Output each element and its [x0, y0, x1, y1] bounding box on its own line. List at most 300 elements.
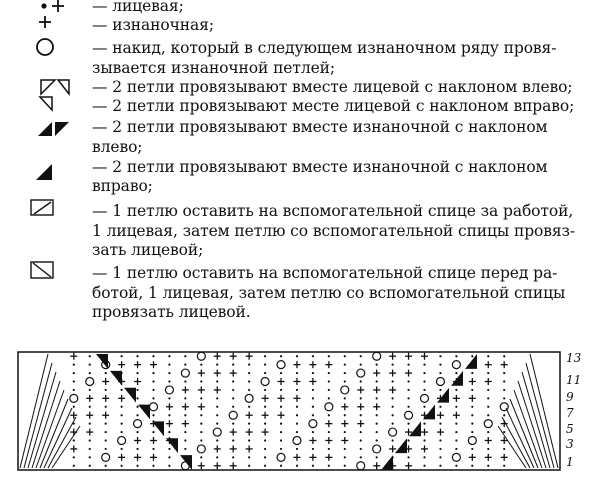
dot-mark [423, 456, 425, 458]
dot-mark [328, 431, 330, 433]
dot-mark [296, 431, 298, 433]
dot-mark [407, 389, 409, 391]
dot-mark [216, 439, 218, 441]
dot-mark [73, 380, 75, 382]
dot-mark [248, 364, 250, 366]
dot-mark [232, 364, 234, 366]
dot-mark [152, 380, 154, 382]
dot-mark [376, 397, 378, 399]
yarnover-mark [389, 428, 397, 436]
dot-mark [280, 372, 282, 374]
dot-mark [423, 389, 425, 391]
dot-mark [216, 380, 218, 382]
dot-mark [73, 456, 75, 458]
dot-mark [471, 406, 473, 408]
dot-mark [232, 439, 234, 441]
yarnover-mark [118, 437, 126, 445]
legend-k2tog-right-text: — 2 петли провязывают месте лицевой с наклоном вправо; [92, 97, 575, 115]
yarnover-mark [500, 403, 508, 411]
dot-mark [487, 406, 489, 408]
dot-mark [184, 364, 186, 366]
dot-mark [455, 372, 457, 374]
dot-mark [392, 406, 394, 408]
dot-mark [216, 406, 218, 408]
dot-mark [312, 406, 314, 408]
dot-mark [455, 389, 457, 391]
dot-mark [264, 439, 266, 441]
dot-mark [471, 389, 473, 391]
dot-mark [487, 355, 489, 357]
dot-mark [216, 364, 218, 366]
yarnover-mark [373, 445, 381, 453]
dot-mark [280, 465, 282, 467]
dot-mark [296, 414, 298, 416]
yarnover-mark [229, 411, 237, 419]
dot-mark [73, 423, 75, 425]
dot-mark [184, 380, 186, 382]
dot-mark [105, 355, 107, 357]
dot-mark [73, 439, 75, 441]
dot-mark [455, 355, 457, 357]
dot-mark [312, 389, 314, 391]
dot-mark [312, 431, 314, 433]
dot-mark [376, 456, 378, 458]
dot-mark [248, 406, 250, 408]
dot-mark [168, 380, 170, 382]
dot-mark [232, 456, 234, 458]
dot-mark [503, 389, 505, 391]
dot-mark [105, 439, 107, 441]
dot-mark [136, 397, 138, 399]
yarnover-mark [70, 394, 78, 402]
dot-mark [264, 465, 266, 467]
dot-mark [136, 355, 138, 357]
dot-mark [328, 389, 330, 391]
dot-mark [200, 364, 202, 366]
dot-mark [264, 406, 266, 408]
dot-mark [121, 465, 123, 467]
dot-mark [152, 465, 154, 467]
dot-mark [423, 423, 425, 425]
row-label-11: 11 [566, 373, 582, 387]
dot-mark [73, 406, 75, 408]
dot-mark [503, 431, 505, 433]
dot-mark [423, 380, 425, 382]
dot-mark [200, 423, 202, 425]
yarnover-mark [436, 378, 444, 386]
dot-mark [280, 355, 282, 357]
dot-mark [248, 465, 250, 467]
dot-mark [344, 380, 346, 382]
dot-mark [184, 355, 186, 357]
yarnover-mark [245, 394, 253, 402]
yarnover-mark [181, 369, 189, 377]
dot-mark [407, 423, 409, 425]
dot-mark [280, 431, 282, 433]
dot-mark [280, 389, 282, 391]
yarnover-mark [452, 453, 460, 461]
dot-mark [105, 389, 107, 391]
row-label-5: 5 [566, 422, 574, 436]
yarnover-mark [293, 437, 301, 445]
dot-mark [121, 355, 123, 357]
dot-mark [280, 439, 282, 441]
dot-mark [184, 414, 186, 416]
dot-mark [392, 364, 394, 366]
dot-mark [73, 465, 75, 467]
chart-cells [18, 352, 560, 470]
dot-mark [296, 448, 298, 450]
dot-mark [392, 380, 394, 382]
dot-mark [344, 364, 346, 366]
yarnover-mark [452, 361, 460, 369]
dot-mark [216, 414, 218, 416]
dot-mark [423, 439, 425, 441]
legend-p2tog-left-text: — 2 петли провязывают вместе изнаночной с наклоном [92, 118, 548, 136]
yarnover-mark [213, 428, 221, 436]
dot-mark [407, 439, 409, 441]
dot-mark [471, 355, 473, 357]
dot-mark [312, 372, 314, 374]
dot-mark [89, 465, 91, 467]
dot-mark [121, 414, 123, 416]
dot-mark [344, 355, 346, 357]
decrease-left-mark [138, 405, 150, 420]
decrease-right-mark [465, 354, 477, 369]
dot-mark [328, 380, 330, 382]
dot-mark [344, 448, 346, 450]
dot-mark [376, 431, 378, 433]
dot-mark [105, 423, 107, 425]
dot-mark [376, 380, 378, 382]
decrease-right-mark [381, 455, 393, 470]
dot-mark [200, 456, 202, 458]
dot-mark [121, 423, 123, 425]
cable-hatch [526, 363, 554, 468]
legend-cross-front-text-3: провязать лицевой. [92, 303, 251, 321]
dot-mark [344, 431, 346, 433]
dot-mark [200, 431, 202, 433]
dot-mark [184, 431, 186, 433]
dot-mark [248, 372, 250, 374]
legend-cross-back-text: — 1 петлю оставить на вспомогательной спице за работой, [92, 202, 574, 220]
dot-mark [312, 465, 314, 467]
dot-mark [423, 372, 425, 374]
yarnover-mark [357, 462, 365, 470]
cable-hatch [518, 381, 546, 468]
yarnover-mark [357, 369, 365, 377]
dot-mark [200, 439, 202, 441]
dot-mark [168, 431, 170, 433]
cable-hatch [498, 426, 526, 468]
dot-mark [152, 414, 154, 416]
legend-yarnover-text-2: зывается изнаночной петлей; [92, 59, 336, 77]
decrease-left-mark [124, 388, 136, 403]
yarnover-mark [341, 386, 349, 394]
legend-cross-front-text: — 1 петлю оставить на вспомогательной спице перед ра- [92, 264, 558, 282]
legend-purl-text: — изнаночная; [92, 16, 214, 34]
dot-mark [376, 423, 378, 425]
dot-mark [376, 364, 378, 366]
dot-mark [296, 389, 298, 391]
dot-mark [296, 406, 298, 408]
row-label-1: 1 [566, 455, 574, 469]
dot-mark [487, 372, 489, 374]
legend-yarnover-text: — накид, который в следующем изнаночном ряду провя- [92, 39, 557, 57]
dot-mark [248, 380, 250, 382]
dot-mark [503, 448, 505, 450]
dot-mark [328, 465, 330, 467]
dot-mark [296, 355, 298, 357]
dot-mark [89, 372, 91, 374]
dot-mark [328, 448, 330, 450]
dot-mark [200, 414, 202, 416]
dot-mark [312, 355, 314, 357]
chart-border [18, 352, 560, 470]
dot-mark [168, 397, 170, 399]
dot-mark [360, 456, 362, 458]
dot-mark [471, 372, 473, 374]
dot-mark [439, 406, 441, 408]
yarnover-mark [405, 411, 413, 419]
dot-mark [121, 389, 123, 391]
dot-mark [392, 439, 394, 441]
dot-mark [105, 431, 107, 433]
dot-mark [232, 406, 234, 408]
yarnover-mark [197, 445, 205, 453]
dot-mark [503, 397, 505, 399]
dot-mark [503, 414, 505, 416]
dot-mark [471, 431, 473, 433]
dot-mark [89, 406, 91, 408]
yarnover-mark [134, 420, 142, 428]
dot-mark [232, 423, 234, 425]
dot-mark [264, 372, 266, 374]
dot-mark [248, 389, 250, 391]
dot-mark [264, 389, 266, 391]
dot-mark [296, 423, 298, 425]
dot-mark [344, 414, 346, 416]
dot-mark [184, 456, 186, 458]
dot-mark [168, 448, 170, 450]
yarnover-mark [421, 394, 429, 402]
dot-mark [312, 414, 314, 416]
cable-hatch [32, 381, 60, 468]
dot-mark [439, 465, 441, 467]
decrease-right-mark [395, 438, 407, 453]
dot-mark [136, 431, 138, 433]
dot-mark [392, 397, 394, 399]
yarnover-mark [277, 453, 285, 461]
dot-mark [248, 423, 250, 425]
yarnover-mark [150, 403, 158, 411]
dot-mark [344, 372, 346, 374]
yarnover-mark [86, 378, 94, 386]
dot-mark [439, 456, 441, 458]
decrease-right-mark [437, 388, 449, 403]
dot-mark [439, 423, 441, 425]
yarnover-mark [165, 386, 173, 394]
yarnover-mark [181, 462, 189, 470]
cable-hatch [48, 417, 76, 468]
dot-mark [136, 406, 138, 408]
row-label-3: 3 [566, 437, 574, 451]
dot-mark [264, 423, 266, 425]
yarnover-mark [102, 453, 110, 461]
dot-mark [121, 406, 123, 408]
dot-mark [328, 414, 330, 416]
dot-mark [360, 364, 362, 366]
dot-mark [312, 448, 314, 450]
dot-mark [392, 414, 394, 416]
legend-p2tog-left-text-2: влево; [92, 138, 143, 156]
dot-mark [455, 423, 457, 425]
dot-mark [152, 389, 154, 391]
dot-mark [423, 406, 425, 408]
row-label-13: 13 [566, 351, 582, 365]
legend-k2tog-left-text: — 2 петли провязывают вместе лицевой с наклоном влево; [92, 78, 573, 96]
dot-mark [360, 439, 362, 441]
dot-mark [328, 355, 330, 357]
row-label-7: 7 [566, 406, 574, 420]
dot-mark [360, 355, 362, 357]
dot-mark [360, 397, 362, 399]
dot-mark [487, 465, 489, 467]
dot-mark [455, 406, 457, 408]
dot-mark [232, 380, 234, 382]
dot-mark [439, 355, 441, 357]
dot-mark [105, 465, 107, 467]
dot-mark [168, 414, 170, 416]
yarnover-mark [484, 420, 492, 428]
dot-mark [407, 456, 409, 458]
dot-mark [407, 406, 409, 408]
dot-mark [360, 414, 362, 416]
dot-mark [152, 355, 154, 357]
dot-mark [360, 380, 362, 382]
dot-mark [423, 465, 425, 467]
dot-mark [264, 456, 266, 458]
decrease-right-mark [409, 421, 421, 436]
dot-mark [487, 431, 489, 433]
dot-mark [105, 406, 107, 408]
dot-mark [89, 389, 91, 391]
dot-mark [439, 364, 441, 366]
decrease-left-mark [110, 371, 122, 386]
dot-mark [121, 431, 123, 433]
dot-mark [471, 414, 473, 416]
dot-mark [344, 397, 346, 399]
dot-mark [503, 355, 505, 357]
dot-mark [439, 389, 441, 391]
legend-cross-front-text-2: ботой, 1 лицевая, затем петлю со вспомогательной спицы [92, 284, 566, 302]
dot-mark [89, 439, 91, 441]
dot-mark [89, 423, 91, 425]
dot-mark [407, 397, 409, 399]
dot-mark [216, 397, 218, 399]
legend-knit-text: — лицевая; [92, 0, 184, 15]
dot-mark [439, 439, 441, 441]
dot-mark [264, 448, 266, 450]
dot-mark [487, 389, 489, 391]
dot-mark [471, 448, 473, 450]
dot-mark [168, 355, 170, 357]
dot-mark [487, 414, 489, 416]
dot-mark [200, 397, 202, 399]
dot-mark [360, 448, 362, 450]
dot-mark [152, 397, 154, 399]
dot-mark [392, 423, 394, 425]
yarnover-mark [373, 352, 381, 360]
legend-p2tog-right-text: — 2 петли провязывают вместе изнаночной с наклоном [92, 158, 548, 176]
dot-mark [264, 355, 266, 357]
legend-p2tog-right-text-2: вправо; [92, 177, 153, 195]
dot-mark [105, 448, 107, 450]
dot-mark [184, 439, 186, 441]
dot-mark [455, 465, 457, 467]
dot-mark [503, 465, 505, 467]
dot-mark [136, 414, 138, 416]
cable-hatch [502, 417, 530, 468]
legend-cross-back-text-2: 1 лицевая, затем петлю со вспомогательной спицы провяз- [92, 222, 576, 240]
legend-cross-back-text-3: зать лицевой; [92, 241, 204, 259]
dot-mark [121, 448, 123, 450]
dot-mark [423, 364, 425, 366]
dot-mark [503, 380, 505, 382]
dot-mark [392, 456, 394, 458]
dot-mark [168, 456, 170, 458]
yarnover-mark [197, 352, 205, 360]
dot-mark [280, 423, 282, 425]
dot-mark [376, 439, 378, 441]
yarnover-mark [309, 420, 317, 428]
dot-mark [216, 423, 218, 425]
dot-mark [344, 456, 346, 458]
cable-hatch [530, 354, 558, 468]
dot-mark [439, 372, 441, 374]
dot-mark [168, 372, 170, 374]
dot-mark [296, 372, 298, 374]
dot-mark [168, 465, 170, 467]
dot-mark [121, 372, 123, 374]
dot-mark [89, 456, 91, 458]
dot-mark [455, 431, 457, 433]
row-label-9: 9 [566, 390, 574, 404]
dot-mark [264, 364, 266, 366]
yarnover-mark [277, 361, 285, 369]
dot-mark [136, 372, 138, 374]
dot-mark [407, 364, 409, 366]
dot-mark [280, 406, 282, 408]
dot-mark [184, 397, 186, 399]
dot-mark [471, 423, 473, 425]
dot-mark [73, 372, 75, 374]
dot-mark [152, 431, 154, 433]
cable-hatch [20, 354, 48, 468]
dot-mark [136, 389, 138, 391]
yarnover-mark [261, 378, 269, 386]
dot-mark [136, 448, 138, 450]
dot-mark [328, 397, 330, 399]
dot-mark [344, 465, 346, 467]
dot-mark [360, 431, 362, 433]
dot-mark [152, 448, 154, 450]
dot-mark [487, 448, 489, 450]
dot-mark [280, 448, 282, 450]
dot-mark [248, 456, 250, 458]
dot-mark [455, 439, 457, 441]
chart-row-labels [566, 351, 582, 469]
